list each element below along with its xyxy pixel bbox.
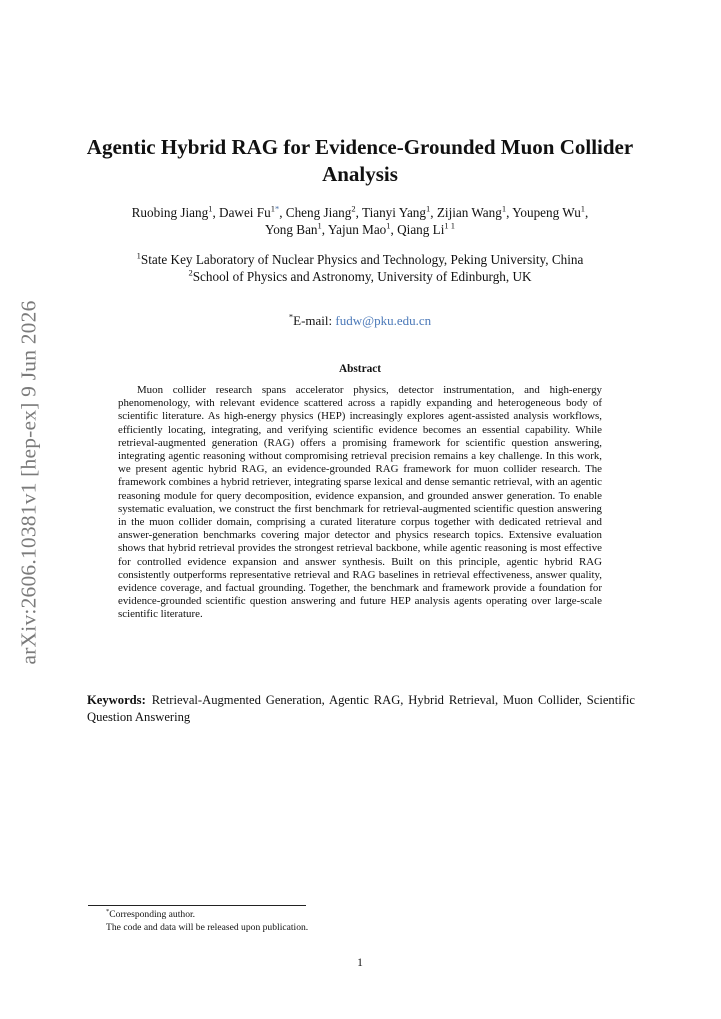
abstract-heading: Abstract bbox=[338, 363, 382, 375]
author: Ruobing Jiang$^1$ bbox=[131, 203, 213, 220]
keywords bbox=[87, 692, 635, 725]
affiliation: $^1$State Key Laboratory of Nuclear Physics and Technology, Peking University, China bbox=[136, 250, 584, 267]
author: Youpeng Wu$^1$ bbox=[512, 203, 586, 220]
corresponding-author-marker[interactable]: * bbox=[274, 203, 280, 214]
affiliation: $^2$School of Physics and Astronomy, University of Edinburgh, UK bbox=[188, 267, 532, 284]
keywords-label: Keywords: bbox=[87, 693, 146, 707]
arxiv-identifier: arXiv:2606.10381v1 [hep-ex] 9 Jun 2026 bbox=[16, 299, 41, 665]
keywords-text: Retrieval-Augmented Generation, Agentic RAG, Hybrid Retrieval, Muon Collider, Scientific Question Answering bbox=[87, 693, 635, 724]
author: Cheng Jiang$^2$ bbox=[285, 203, 356, 220]
author: Qiang $Li^{1 1}$ bbox=[397, 220, 455, 237]
page-number: 1 bbox=[357, 957, 363, 969]
author-list: Ruobing Jiang$^1$, Dawei $Fu^{1*}$, Cheng Jiang$^2$, Tianyi Yang$^1$, Zijian Wang$^1$, Youpeng Wu$^1$, Yong Ban$^1$, Yajun Mao$^1$, Qiang $Li^{1 1}$ bbox=[131, 203, 589, 237]
footnote-corresponding: *Corresponding author. bbox=[106, 907, 196, 920]
author: Tianyi Yang$^1$ bbox=[361, 203, 431, 220]
author: Yong Ban$^1$ bbox=[265, 220, 322, 237]
email-link[interactable]: fudw@pku.edu.cn bbox=[335, 313, 432, 328]
footnote-release: The code and data will be released upon publication. bbox=[106, 921, 309, 933]
footnote-divider bbox=[88, 905, 306, 906]
abstract-text: Muon collider research spans accelerator physics, detector instrumentation, and high-energy phenomenology, with relevant evidence scattered across a rapidly expanding and heterogeneous body of scientific literature. As high-energy physics (HEP) increasingly explores agent-assisted analysis workflows, efficiently locating, integrating, and verifying scientific evidence becomes an essential capability. While retrieval-augmented generation (RAG) offers a promising framework for scientific question answering, integrating agentic reasoning without compromising retrieval precision remains a key challenge. In this work, we present agentic hybrid RAG, an evidence-grounded RAG framework for muon collider research. The framework combines a hybrid retriever, integrating sparse lexical and dense semantic retrieval, with an agentic reasoning module for query decomposition, evidence expansion, and grounded answer generation. To enable systematic evaluation, we construct the first benchmark for retrieval-augmented scientific question answering in the muon collider domain, comprising a curated literature corpus together with dedicated retrieval and answer-generation benchmarks covering major detector and physics research topics. Extensive evaluation shows that hybrid retrieval provides the strongest retrieval backbone, while agentic reasoning is most effective for controlled evidence expansion and answer synthesis. Built on this principle, agentic hybrid RAG consistently outperforms representative retrieval and RAG baselines in retrieval effectiveness, answer quality, evidence coverage, and factual grounding. Together, the benchmark and framework provide a foundation for evidence-grounded scientific question answering and future HEP analysis agents operating over large-scale scientific literature. bbox=[118, 384, 602, 621]
author: Dawei $Fu^{1*}$ bbox=[219, 203, 280, 220]
affiliation-list bbox=[70, 251, 650, 285]
author: Yajun Mao$^1$ bbox=[327, 220, 391, 237]
paper-title: Agentic Hybrid RAG for Evidence-Grounded Muon Collider Analysis bbox=[86, 135, 634, 186]
contact-email: *E-mail: fudw@pku.edu.cn bbox=[288, 311, 432, 328]
email-label: E-mail: bbox=[293, 313, 333, 328]
footnotes bbox=[106, 909, 626, 934]
arxiv-identifier-sidebar bbox=[16, 299, 42, 665]
author: Zijian Wang$^1$ bbox=[436, 203, 507, 220]
